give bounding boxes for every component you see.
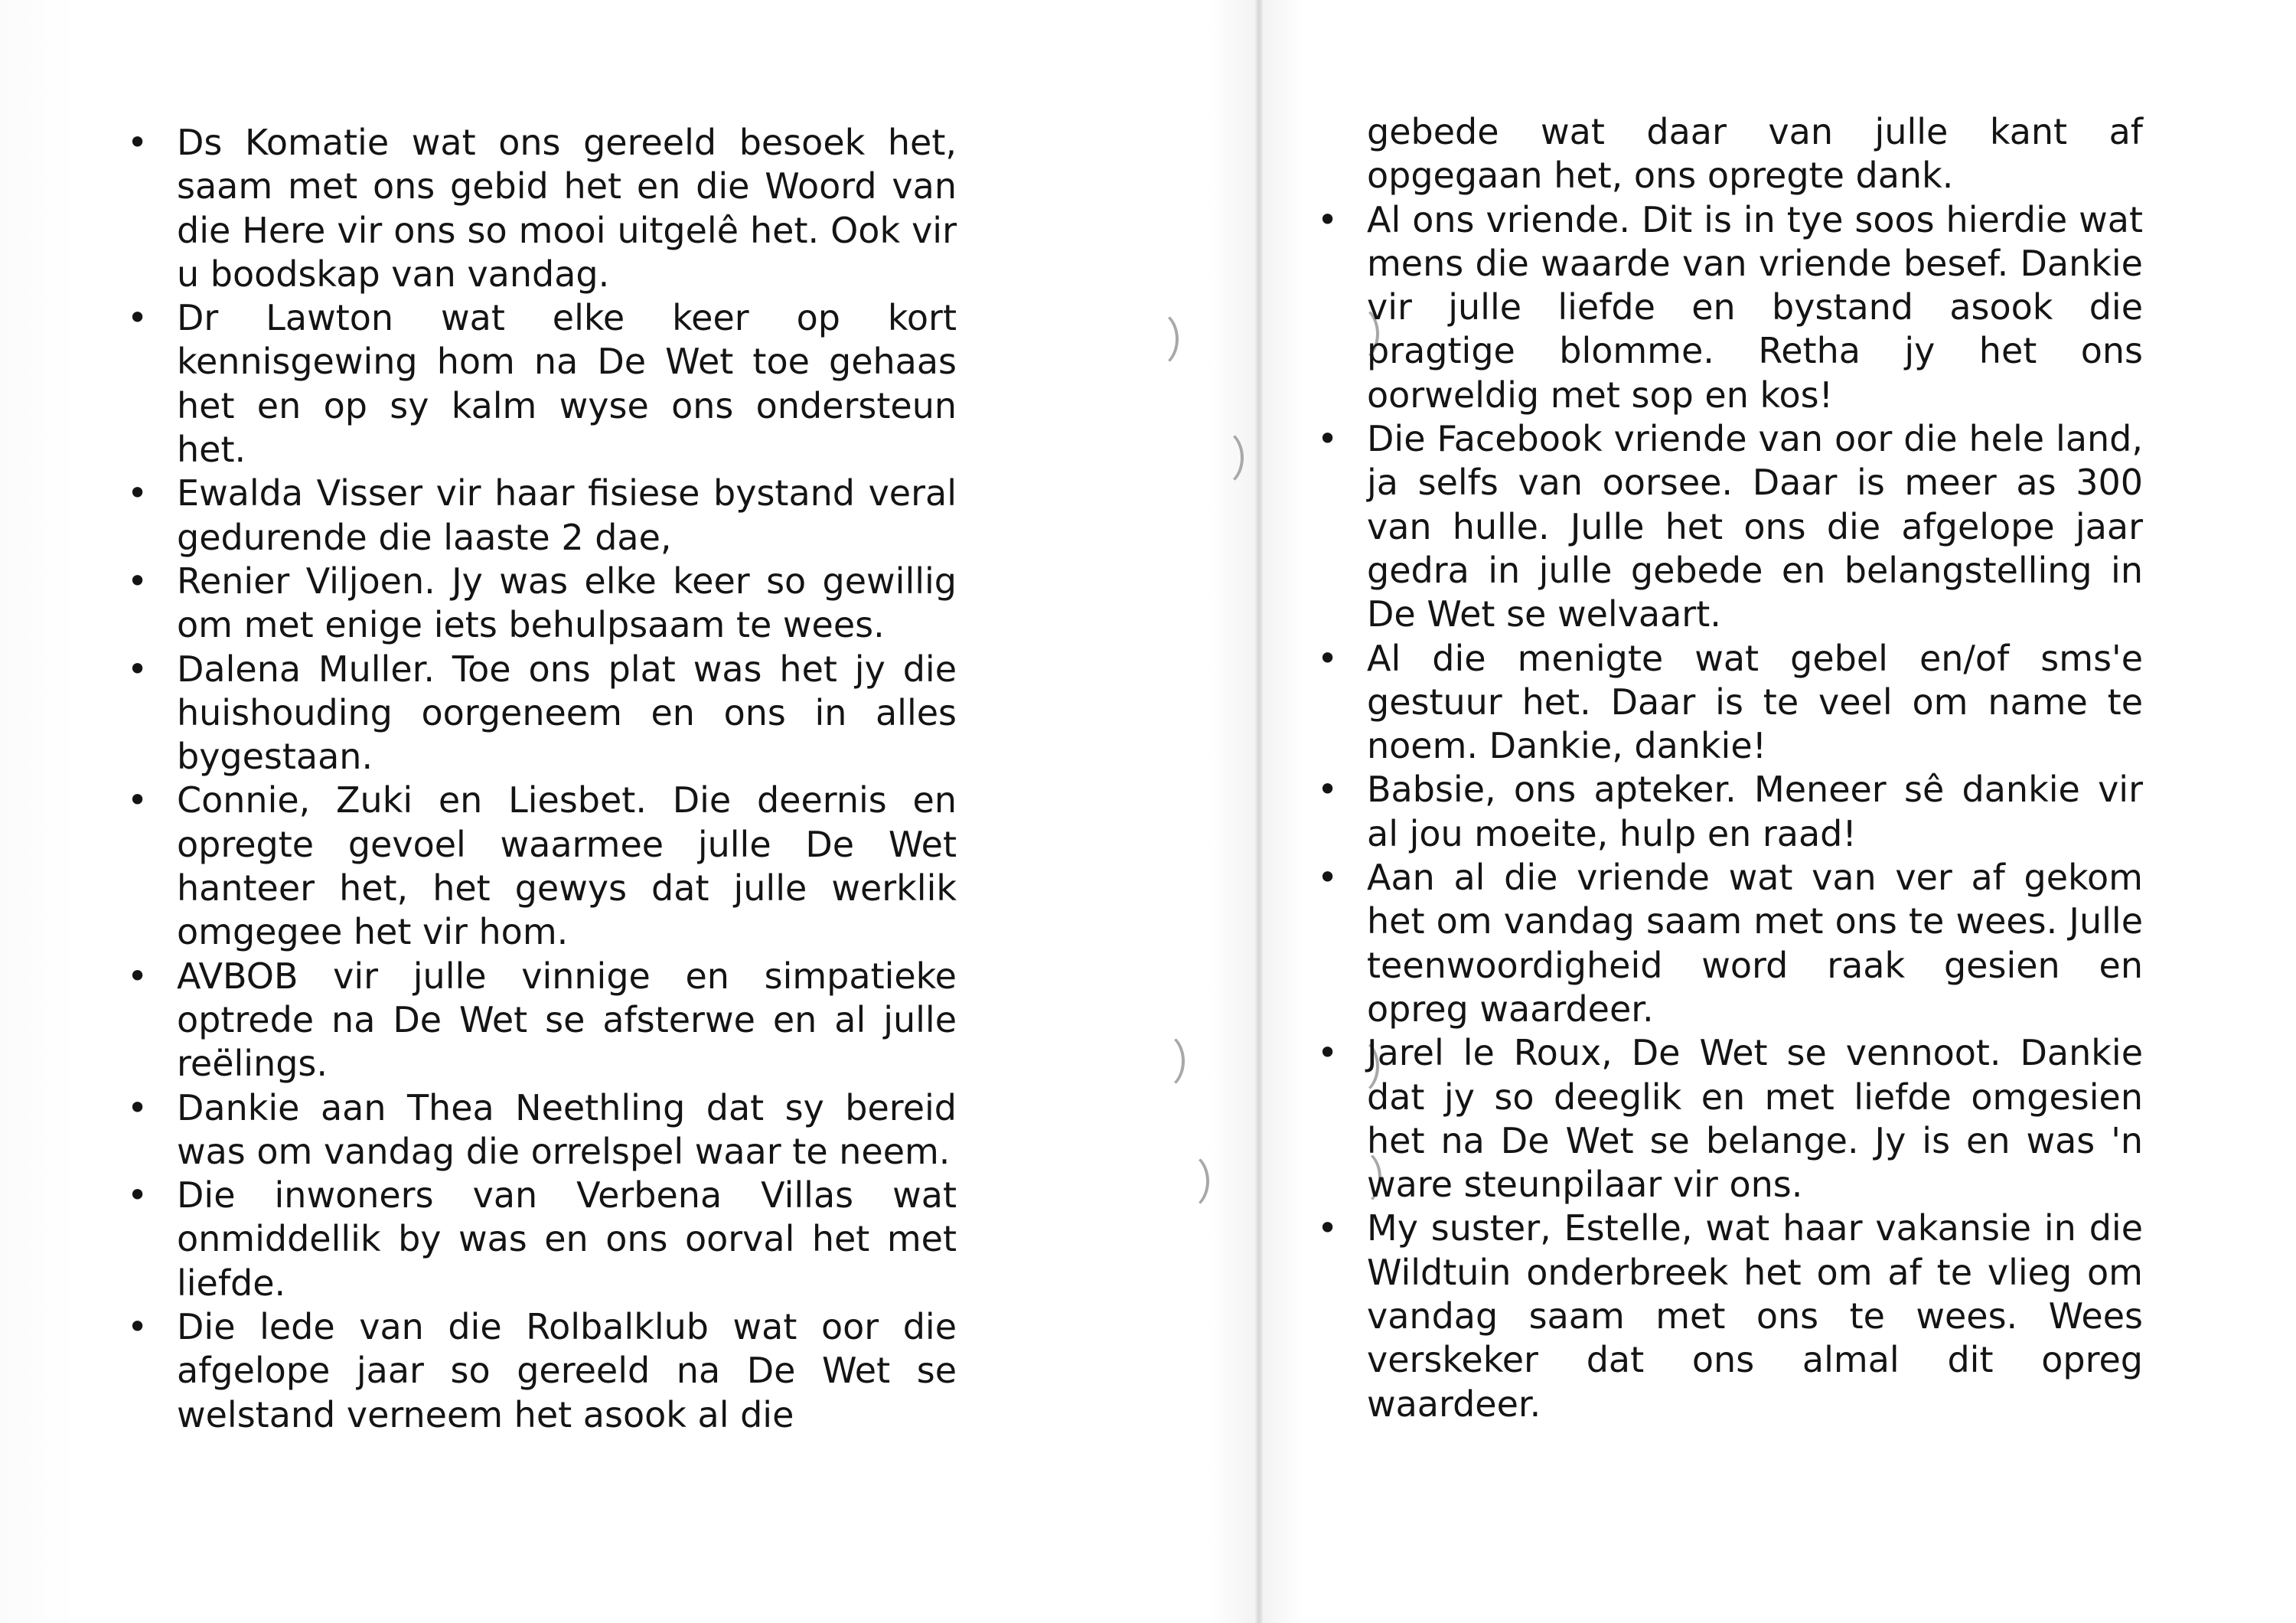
bullet: • xyxy=(127,955,148,997)
bullet: • xyxy=(1317,857,1339,899)
item-text: Jarel le Roux, De Wet se vennoot. Dankie dat jy so deeglik en met liefde omgesien het na De Wet se belange. Jy is en was 'n ware steunpilaar vir ons. xyxy=(1367,1032,2143,1206)
item-text: Al die menigte wat gebel en/of sms'e gestuur het. Daar is te veel om name te noem. Dankie, dankie! xyxy=(1367,637,2143,767)
punch-hole xyxy=(1139,1032,1185,1090)
right-thanks-list xyxy=(1313,110,2143,1426)
bullet: • xyxy=(1317,1032,1339,1074)
list-item xyxy=(122,648,957,779)
item-text: Dr Lawton wat elke keer op kort kennisgewing hom na De Wet toe gehaas het en op sy kalm wyse ons ondersteun het. xyxy=(177,297,957,471)
list-item xyxy=(122,296,957,472)
bullet: • xyxy=(127,1306,148,1348)
list-item xyxy=(1313,1207,2143,1425)
bullet: • xyxy=(1317,198,1339,240)
page-fold xyxy=(1255,0,1263,1623)
item-text: Aan al die vriende wat van ver af gekom het om vandag saam met ons te wees. Julle teenwoordigheid word raak gesien en opreg waardeer. xyxy=(1367,857,2143,1030)
list-item xyxy=(122,472,957,560)
item-text: Die lede van die Rolbalklub wat oor die afgelope jaar so gereeld na De Wet se welstand verneem het asook al die xyxy=(177,1306,957,1435)
list-item xyxy=(122,560,957,648)
item-text: Connie, Zuki en Liesbet. Die deernis en opregte gevoel waarmee julle De Wet hanteer het, het gewys dat julle werklik omgegee het vir hom. xyxy=(177,779,957,953)
item-text: AVBOB vir julle vinnige en simpatieke optrede na De Wet se afsterwe en al julle reëlings. xyxy=(177,955,957,1085)
bullet: • xyxy=(1317,769,1339,811)
list-item xyxy=(122,1305,957,1437)
item-text: Renier Viljoen. Jy was elke keer so gewillig om met enige iets behulpsaam te wees. xyxy=(177,560,957,646)
list-item xyxy=(1313,637,2143,769)
item-text: Dankie aan Thea Neethling dat sy bereid was om vandag die orrelspel waar te neem. xyxy=(177,1086,957,1172)
punch-hole xyxy=(1133,310,1179,368)
bullet: • xyxy=(1317,637,1339,679)
item-text: Al ons vriende. Dit is in tye soos hierdie wat mens die waarde van vriende besef. Dankie vir julle liefde en bystand asook die pragtige blomme. Retha jy het ons oorweldig met sop en kos! xyxy=(1367,198,2143,416)
list-item xyxy=(1313,768,2143,856)
bullet: • xyxy=(127,122,148,163)
bullet: • xyxy=(1317,418,1339,460)
punch-hole xyxy=(1163,1152,1209,1210)
list-item xyxy=(1313,198,2143,417)
list-item xyxy=(1313,417,2143,636)
list-item xyxy=(122,1174,957,1305)
continued-text: gebede wat daar van julle kant af opgegaan het, ons opregte dank. xyxy=(1367,111,2143,197)
list-item xyxy=(122,1086,957,1174)
list-item xyxy=(1313,856,2143,1031)
bullet: • xyxy=(127,1086,148,1128)
list-item xyxy=(122,121,957,296)
left-thanks-list xyxy=(122,121,957,1437)
punch-hole xyxy=(1198,429,1244,487)
bullet: • xyxy=(1317,1207,1339,1249)
item-text: Babsie, ons apteker. Meneer sê dankie vir al jou moeite, hulp en raad! xyxy=(1367,769,2143,854)
item-text: Die Facebook vriende van oor die hele land, ja selfs van oorsee. Daar is meer as 300 van hulle. Julle het ons die afgelope jaar gedra in julle gebede en belangstelling in De Wet se welvaart. xyxy=(1367,418,2143,635)
bullet: • xyxy=(127,297,148,339)
bullet: • xyxy=(127,648,148,690)
item-text: My suster, Estelle, wat haar vakansie in die Wildtuin onderbreek het om af te vlieg om vandag saam met ons te wees. Wees verskeker dat ons almal dit opreg waardeer. xyxy=(1367,1207,2143,1425)
item-text: Die inwoners van Verbena Villas wat onmiddellik by was en ons oorval het met liefde. xyxy=(177,1174,957,1304)
bullet: • xyxy=(127,472,148,514)
item-text: Ewalda Visser vir haar fisiese bystand veral gedurende die laaste 2 dae, xyxy=(177,472,957,558)
bullet: • xyxy=(127,560,148,602)
list-item xyxy=(122,955,957,1086)
list-item xyxy=(1313,1031,2143,1207)
bullet: • xyxy=(127,779,148,821)
list-item xyxy=(122,779,957,954)
item-text: Dalena Muller. Toe ons plat was het jy die huishouding oorgeneem en ons in alles bygestaan. xyxy=(177,648,957,778)
item-text: Ds Komatie wat ons gereeld besoek het, saam met ons gebid het en die Woord van die Here vir ons so mooi uitgelê het. Ook vir u boodskap van vandag. xyxy=(177,122,957,295)
bullet: • xyxy=(127,1174,148,1216)
